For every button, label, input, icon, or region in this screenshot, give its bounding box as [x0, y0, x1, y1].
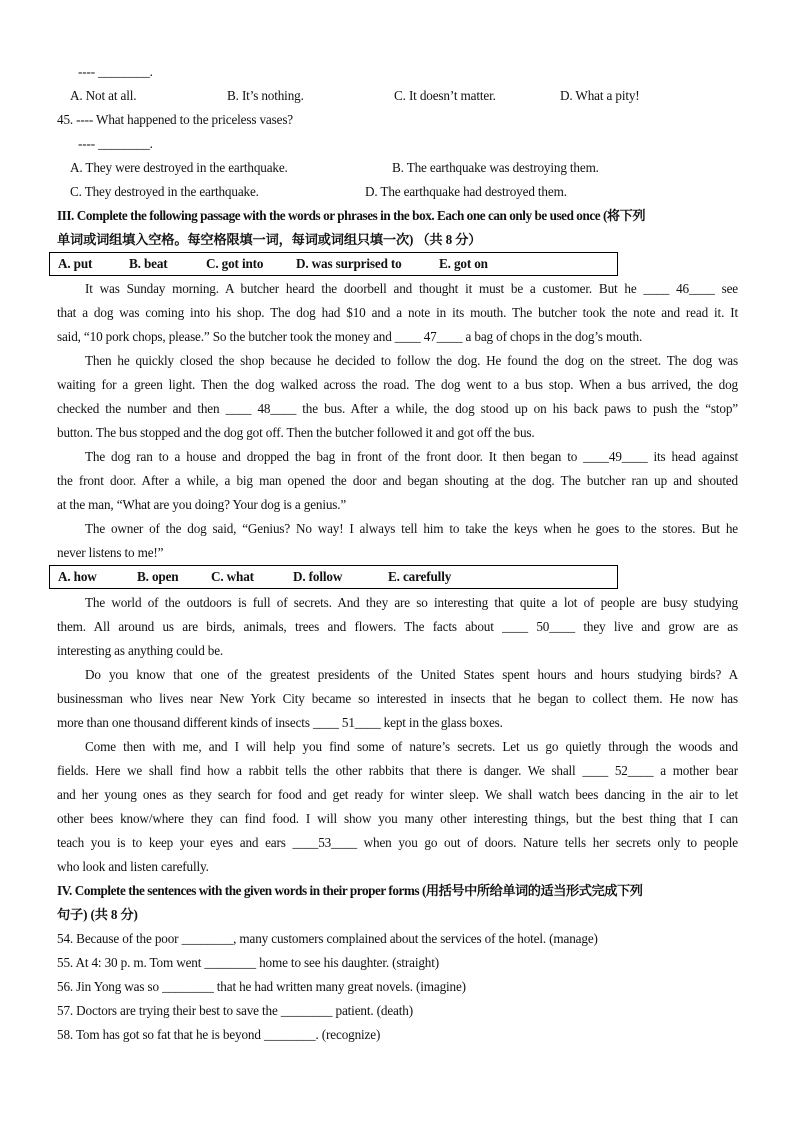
passage2-line-1: The world of the outdoors is full of secrets. And they are so interesting that quite a lot of people are busy studying	[85, 595, 738, 610]
word-box-2-item-e: E. carefully	[388, 569, 452, 584]
passage1-line-11: The owner of the dog said, “Genius? No way! I always tell him to take the keys when he goes to the stores. But he	[85, 521, 738, 536]
word-box-1-item-d: D. was surprised to	[296, 256, 402, 271]
sentence-58: 58. Tom has got so fat that he is beyond ________. (recognize)	[57, 1027, 381, 1042]
q44-options	[57, 84, 738, 108]
passage1-line-5: waiting for a green light. Then the dog walked across the road. The dog went to a bus stop. When a bus arrived, the dog	[57, 377, 738, 392]
word-box-1	[49, 252, 618, 276]
sentence-57: 57. Doctors are trying their best to save the ________ patient. (death)	[57, 1003, 413, 1018]
q44-option-d: D. What a pity!	[560, 88, 640, 103]
passage2-line-11: teach you is to keep your eyes and ears ____53____ when you go out of doors. Nature tells her secrets only to people	[57, 835, 738, 850]
passage2-line-7: Come then with me, and I will help you find some of nature’s secrets. Let us go quietly through the woods and	[85, 739, 738, 754]
sentence-56: 56. Jin Yong was so ________ that he had written many great novels. (imagine)	[57, 979, 466, 994]
sentence-55: 55. At 4: 30 p. m. Tom went ________ home to see his daughter. (straight)	[57, 955, 440, 970]
passage2-line-8: fields. Here we shall find how a rabbit tells the other rabbits that there is danger. We shall ____ 52____ a mother bear	[57, 763, 738, 778]
section3-title-line1: III. Complete the following passage with the words or phrases in the box. Each one can only be used once (将下列	[57, 208, 646, 223]
passage2-line-6: more than one thousand different kinds of insects ____ 51____ kept in the glass boxes.	[57, 715, 503, 730]
q45-options-row2	[57, 180, 738, 204]
passage2-line-4: Do you know that one of the greatest presidents of the United States spent hours and hours studying birds? A	[85, 667, 738, 682]
passage2-line-2: them. All around us are birds, animals, trees and flowers. The facts about ____ 50____ they live and grow are as	[57, 619, 738, 634]
passage1-line-4: Then he quickly closed the shop because he decided to follow the dog. He found the dog on the street. The dog was	[85, 353, 738, 368]
q44-option-c: C. It doesn’t matter.	[394, 88, 496, 103]
word-box-1-item-b: B. beat	[129, 256, 168, 271]
section4-title-line2: 句子) (共 8 分)	[57, 907, 138, 922]
passage1-line-3: said, “10 pork chops, please.” So the butcher took the money and ____ 47____ a bag of chops in the dog’s mouth.	[57, 329, 643, 344]
word-box-2	[49, 565, 618, 589]
sentence-54: 54. Because of the poor ________, many customers complained about the services of the hotel. (manage)	[57, 931, 598, 946]
passage2-line-3: interesting as anything could be.	[57, 643, 224, 658]
q45-answer-line: ---- ________.	[78, 136, 153, 151]
q45-option-b: B. The earthquake was destroying them.	[392, 160, 599, 175]
passage1-line-1: It was Sunday morning. A butcher heard the doorbell and thought it must be a customer. But he ____ 46____ see	[85, 281, 738, 296]
passage1-line-12: never listens to me!”	[57, 545, 164, 560]
q45-options-row1	[57, 156, 738, 180]
word-box-2-item-b: B. open	[137, 569, 179, 584]
section4-title-line1: IV. Complete the sentences with the given words in their proper forms (用括号中所给单词的适当形式完成下列	[57, 883, 643, 898]
passage1-line-2: that a dog was coming into his shop. The dog had $10 and a note in its mouth. The butcher took the note and read it. It	[57, 305, 738, 320]
word-box-1-item-e: E. got on	[439, 256, 488, 271]
passage2-line-10: other bees know/where they can find food. I will show you many other interesting things, but the best thing that I can	[57, 811, 738, 826]
q45-option-a: A. They were destroyed in the earthquake.	[70, 160, 288, 175]
word-box-1-item-a: A. put	[58, 256, 93, 271]
passage2-line-12: who look and listen carefully.	[57, 859, 209, 874]
passage2-line-5: businessman who lives near New York City became so interested in insects that he began to collect them. He now has	[57, 691, 738, 706]
passage1-line-9: the front door. After a while, a big man opened the door and began shouting at the dog. The butcher ran up and shouted	[57, 473, 738, 488]
q45-option-d: D. The earthquake had destroyed them.	[365, 184, 567, 199]
section3-title-line2: 单词或词组填入空格。每空格限填一词，每词或词组只填一次) （共 8 分）	[57, 232, 482, 247]
q44-option-b: B. It’s nothing.	[227, 88, 304, 103]
passage1-line-7: button. The bus stopped and the dog got off. Then the butcher followed it and got off the bus.	[57, 425, 535, 440]
passage1-line-6: checked the number and then ____ 48____ the bus. After a while, the dog stood up on his back paws to push the “stop”	[57, 401, 738, 416]
q45-option-c: C. They destroyed in the earthquake.	[70, 184, 259, 199]
passage2-line-9: and her young ones as they search for food and get ready for winter sleep. We shall watch bees dancing in the air to let	[57, 787, 738, 802]
q45-question: 45. ---- What happened to the priceless vases?	[57, 112, 293, 127]
q44-answer-line: ---- ________.	[78, 64, 153, 79]
word-box-2-item-c: C. what	[211, 569, 254, 584]
passage1-line-10: at the man, “What are you doing? Your dog is a genius.”	[57, 497, 347, 512]
q44-option-a: A. Not at all.	[70, 88, 137, 103]
word-box-2-item-d: D. follow	[293, 569, 343, 584]
word-box-1-item-c: C. got into	[206, 256, 264, 271]
word-box-2-item-a: A. how	[58, 569, 97, 584]
passage1-line-8: The dog ran to a house and dropped the bag in front of the front door. It then began to ____49____ its head against	[85, 449, 738, 464]
